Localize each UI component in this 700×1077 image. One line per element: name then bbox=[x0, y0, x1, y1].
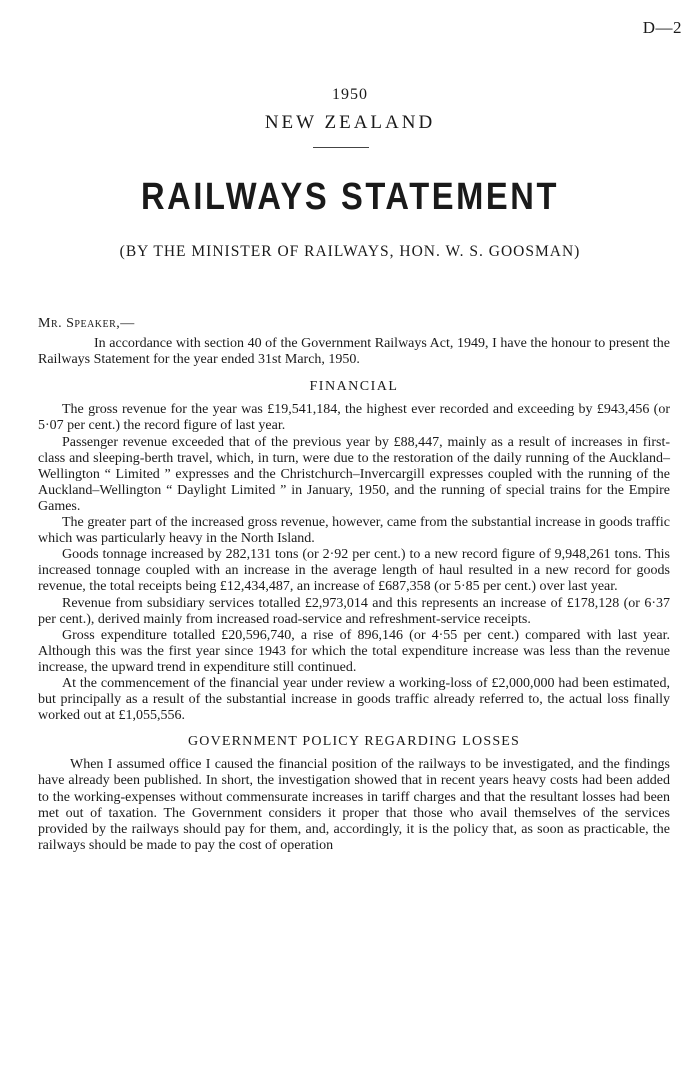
financial-paragraph-1: The gross revenue for the year was £19,541,184, the highest ever recorded and exceeding by £943,456 (or 5·07 per cent.) the record figure of last year. bbox=[38, 402, 670, 434]
statement-body bbox=[38, 316, 670, 854]
financial-paragraph-5: Revenue from subsidiary services totalled £2,973,014 and this represents an increase of £178,128 (or 6·37 per cent.), derived mainly from increased road-service and refreshment-service receipts. bbox=[38, 595, 670, 627]
page-subtitle: (BY THE MINISTER OF RAILWAYS, HON. W. S. GOOSMAN) bbox=[119, 243, 581, 260]
page-title: RAILWAYS STATEMENT bbox=[140, 176, 560, 218]
financial-paragraph-4: Goods tonnage increased by 282,131 tons (or 2·92 per cent.) to a new record figure of 9,948,261 tons. This increased tonnage coupled with an increase in the average length of haul resulted in a new record for goods revenue, the total receipts being £12,434,487, an increase of £687,358 (or 5·85 per cent.) over last year. bbox=[38, 547, 670, 595]
financial-paragraph-7: At the commencement of the financial year under review a working-loss of £2,000,000 had been estimated, but principally as a result of the substantial increase in goods traffic already referred to, the actual loss finally worked out at £1,055,556. bbox=[38, 675, 670, 724]
salutation: Mr. Speaker,— bbox=[38, 316, 135, 331]
country-heading: NEW ZEALAND bbox=[264, 112, 436, 133]
government-policy-heading: GOVERNMENT POLICY REGARDING LOSSES bbox=[187, 734, 521, 750]
page-reference: D—2 bbox=[642, 18, 682, 37]
financial-paragraph-2: Passenger revenue exceeded that of the previous year by £88,447, mainly as a result of increases in first-class and sleeping-berth travel, which, in turn, were due to the restoration of the daily running of the Auckland–Wellington “ Limited ” expresses and the Christchurch–Invercargill expresses coupled with the running of the Auckland–Wellington “ Daylight Limited ” in January, 1950, and the running of special trains for the Empire Games. bbox=[38, 434, 670, 514]
document-year: 1950 bbox=[332, 86, 368, 103]
financial-heading: FINANCIAL bbox=[309, 379, 399, 395]
title-divider bbox=[313, 147, 369, 148]
financial-paragraph-3: The greater part of the increased gross revenue, however, came from the substantial increase in goods traffic which was particularly heavy in the North Island. bbox=[38, 515, 670, 547]
intro-paragraph: In accordance with section 40 of the Government Railways Act, 1949, I have the honour to present the Railways Statement for the year ended 31st March, 1950. bbox=[38, 336, 670, 368]
financial-paragraph-6: Gross expenditure totalled £20,596,740, a rise of 896,146 (or 4·55 per cent.) compared with last year. Although this was the first year since 1943 for which the total expenditure increase was less than the revenue increase, the upward trend in expenditure still continued. bbox=[38, 627, 670, 675]
government-policy-paragraph-1: When I assumed office I caused the financial position of the railways to be investigated, and the findings have already been published. In short, the investigation showed that in recent years heavy costs had been added to the working-expenses without commensurate increases in tariff charges and that the resultant losses had been met out of taxation. The Government considers it proper that those who avail themselves of the services provided by the railways should pay for them, and, accordingly, it is the policy that, as soon as practicable, the railways should be made to pay the cost of operation bbox=[38, 757, 670, 853]
